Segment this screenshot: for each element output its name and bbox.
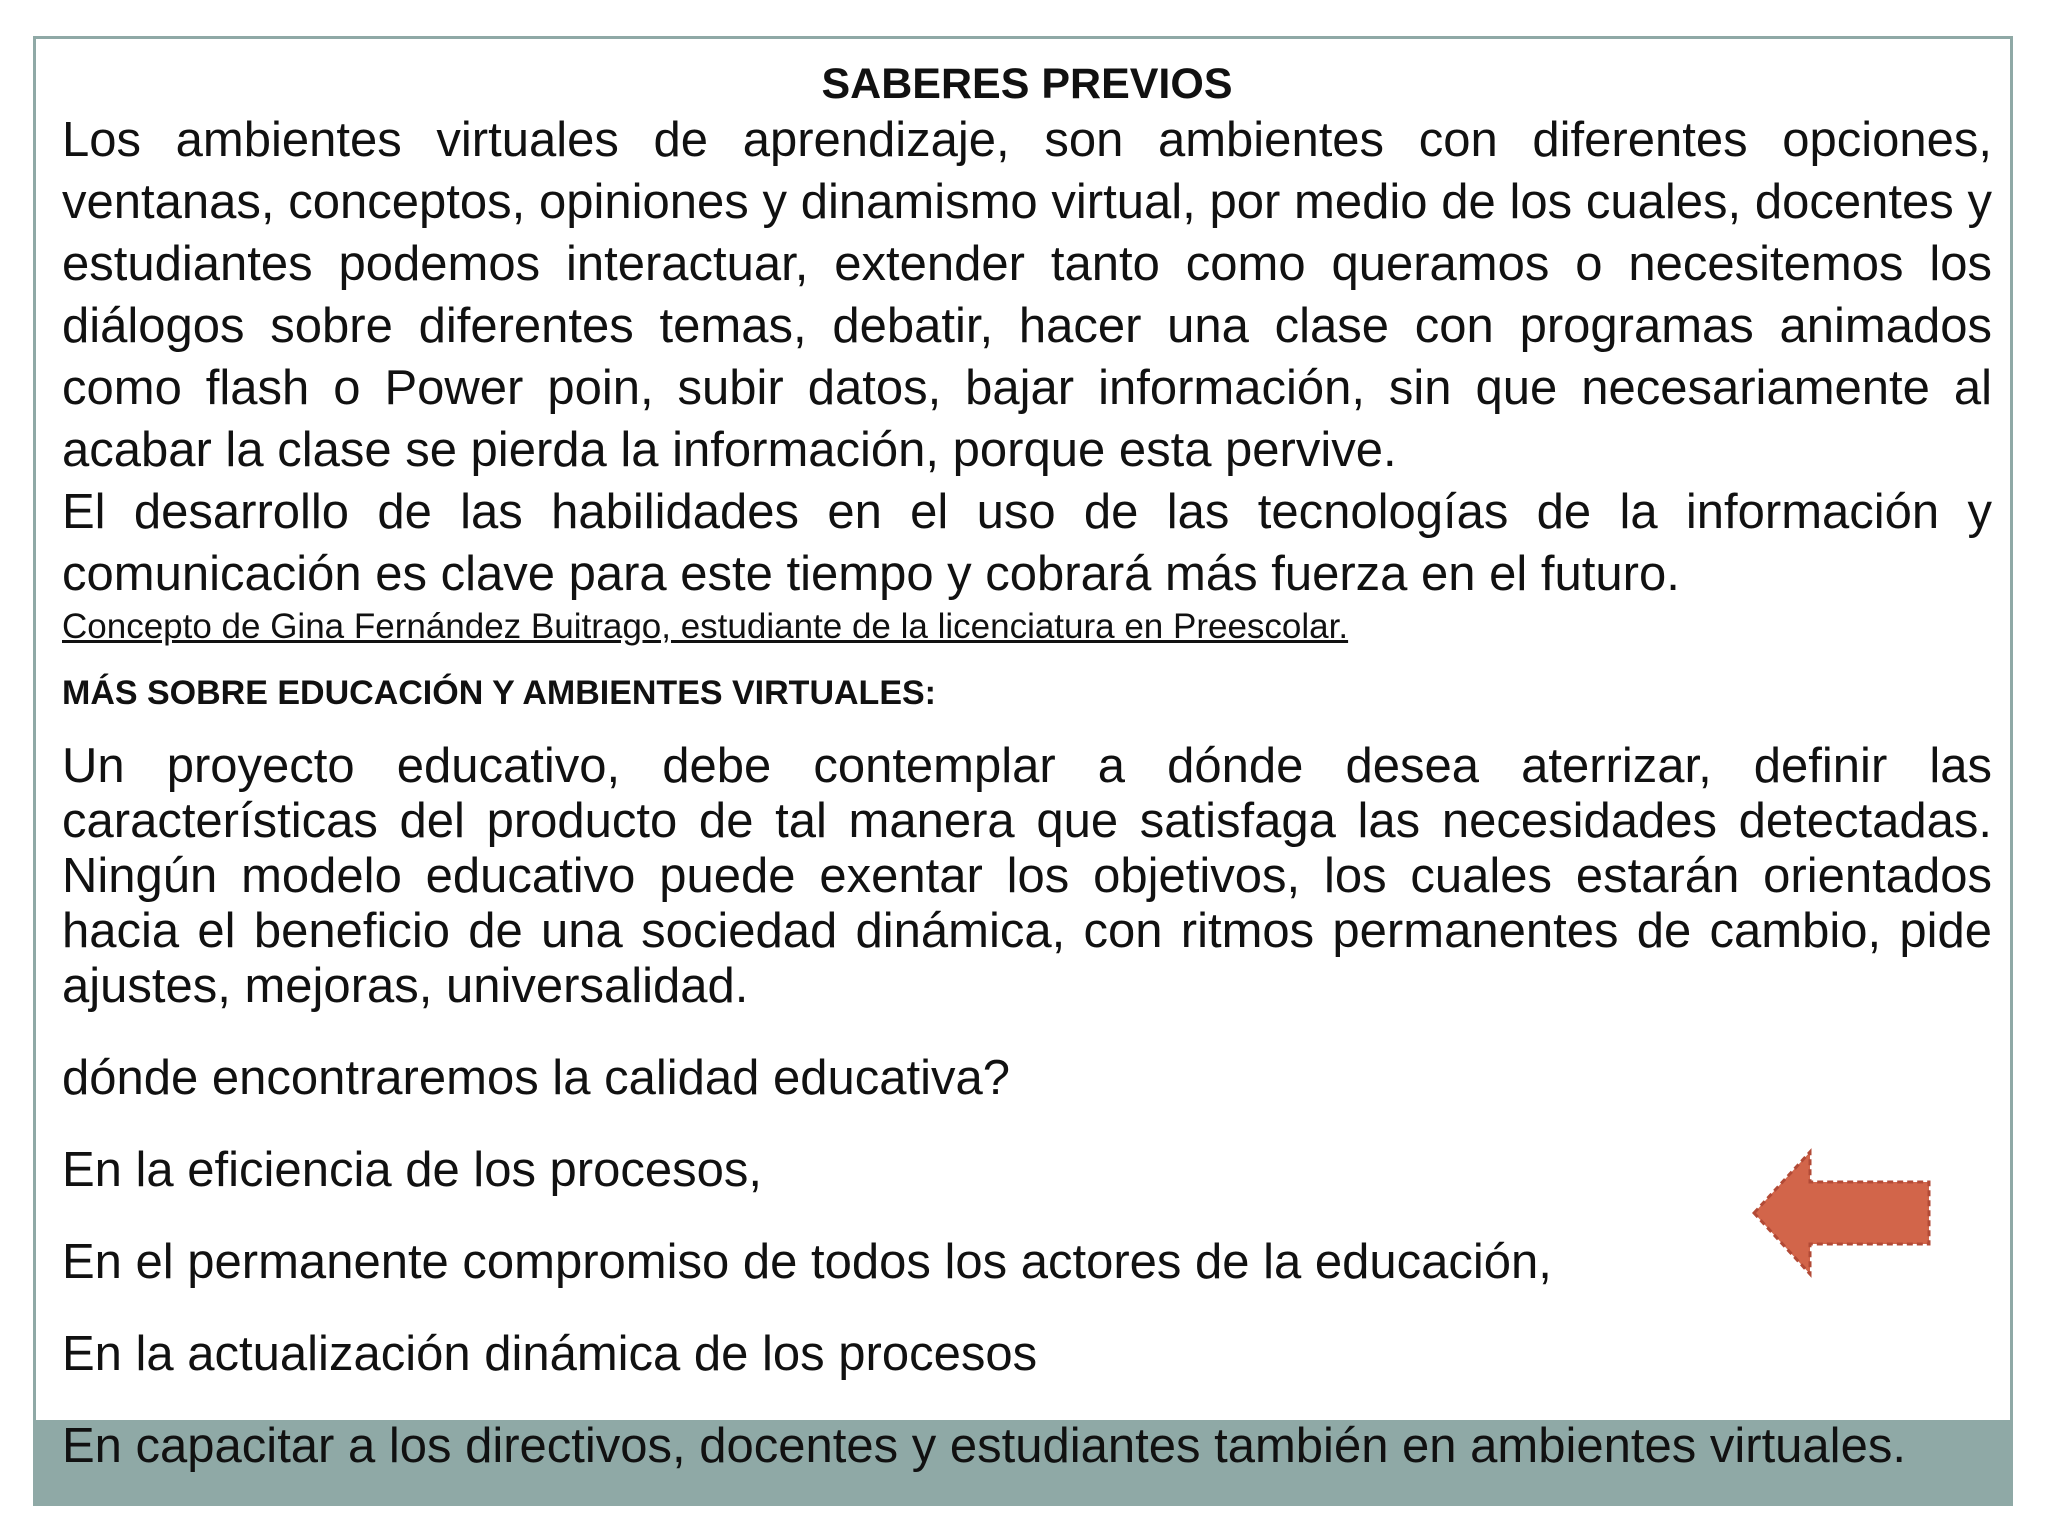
- answer-item: En capacitar a los directivos, docentes y estudiantes también en ambientes virtuales.: [62, 1419, 1906, 1473]
- project-paragraph: Un proyecto educativo, debe contemplar a dónde desea aterrizar, definir las características del producto de tal manera que satisfaga las necesidades detectadas. Ningún modelo educativo puede exentar los objetivos, los cuales estarán orientados hacia el beneficio de una sociedad dinámica, con ritmos permanentes de cambio, pide ajustes, mejoras, universalidad.: [62, 739, 1992, 1013]
- intro-paragraph: Los ambientes virtuales de aprendizaje, son ambientes con diferentes opciones, ventanas, conceptos, opiniones y dinamismo virtual, por medio de los cuales, docentes y estudiantes podemos interactuar, extender tanto como queramos o necesitemos los diálogos sobre diferentes temas, debatir, hacer una clase con programas animados como flash o Power poin, subir datos, bajar información, sin que necesariamente al acabar la clase se pierda la información, porque esta pervive.: [62, 113, 1992, 477]
- answer-item: En la actualización dinámica de los procesos: [62, 1327, 1038, 1381]
- left-arrow-icon[interactable]: [1752, 1148, 1932, 1278]
- citation-link[interactable]: Concepto de Gina Fernández Buitrago, estudiante de la licenciatura en Preescolar.: [62, 607, 1349, 646]
- section-heading: MÁS SOBRE EDUCACIÓN Y AMBIENTES VIRTUALES:: [62, 674, 937, 712]
- slide-title: SABERES PREVIOS: [821, 60, 1233, 108]
- answer-item: En el permanente compromiso de todos los actores de la educación,: [62, 1235, 1552, 1289]
- answer-item: En la eficiencia de los procesos,: [62, 1143, 762, 1197]
- left-arrow-shape[interactable]: [1754, 1152, 1929, 1274]
- slide-content: [62, 59, 1992, 1476]
- slide-frame: [33, 36, 2013, 1506]
- second-paragraph: El desarrollo de las habilidades en el uso de las tecnologías de la información y comunicación es clave para este tiempo y cobrará más fuerza en el futuro.: [62, 485, 1992, 601]
- question-text: dónde encontraremos la calidad educativa?: [62, 1051, 1010, 1105]
